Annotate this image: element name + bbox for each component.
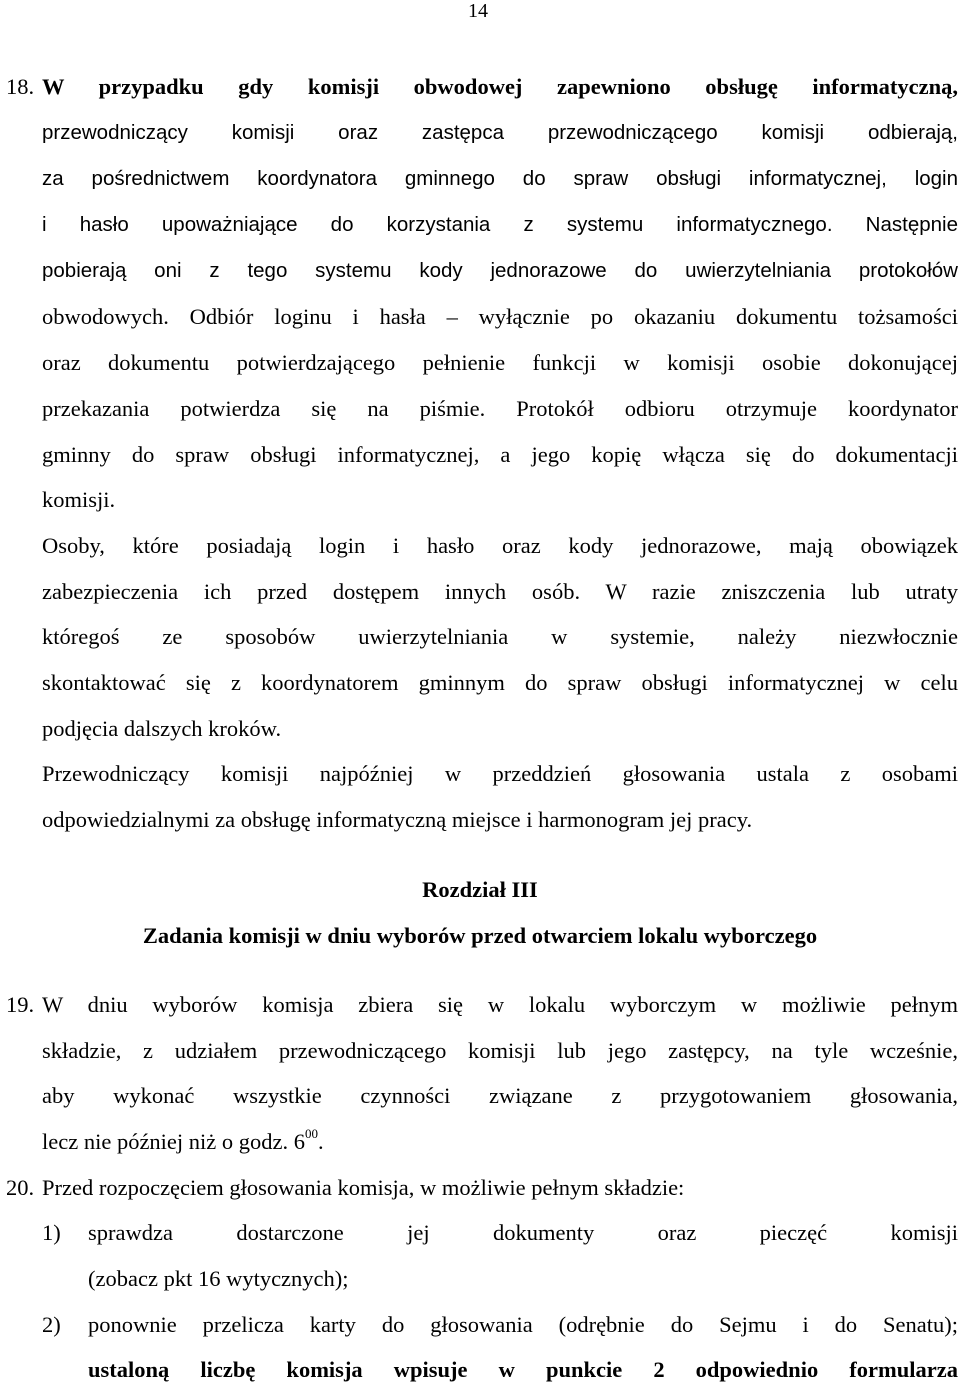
paragraph-18-line: Osoby, które posiadają login i hasło oraz kody jednorazowe, mają obowiązek <box>42 533 958 558</box>
paragraph-18-line <box>6 73 958 101</box>
paragraph-19-line: aby wykonać wszystkie czynności związane z przygotowaniem głosowania, <box>42 1083 958 1108</box>
paragraph-18-line: któregoś ze sposobów uwierzytelniania w systemie, należy niezwłocznie <box>42 624 958 649</box>
paragraph-18-line: zabezpieczenia ich przed dostępem innych osób. W razie zniszczenia lub utraty <box>42 579 958 604</box>
paragraph-18-line: pobierają oni z tego systemu kody jednorazowe do uwierzytelniania protokołów <box>42 259 958 282</box>
paragraph-number: 19. <box>6 992 35 1017</box>
paragraph-20-line <box>6 1174 958 1202</box>
paragraph-18-line: obwodowych. Odbiór loginu i hasła – wyłącznie po okazaniu dokumentu tożsamości <box>42 304 958 329</box>
paragraph-18-line: podjęcia dalszych kroków. <box>42 716 282 741</box>
paragraph-18-line: przewodniczący komisji oraz zastępca przewodniczącego komisji odbierają, <box>42 121 958 144</box>
paragraph-number: 20. <box>6 1175 35 1200</box>
paragraph-18-line: skontaktować się z koordynatorem gminnym do spraw obsługi informatycznej w celu <box>42 670 958 695</box>
paragraph-text: W dniu wyborów komisja zbiera się w lokalu wyborczym w możliwie pełnym <box>42 992 958 1017</box>
paragraph-18-line: przekazania potwierdza się na piśmie. Protokół odbioru otrzymuje koordynator <box>42 396 958 421</box>
list-item <box>42 1219 958 1247</box>
paragraph-number: 18. <box>6 74 35 99</box>
list-item-text: sprawdza dostarczone jej dokumenty oraz pieczęć komisji <box>88 1220 958 1245</box>
paragraph-18-line: Przewodniczący komisji najpóźniej w przeddzień głosowania ustala z osobami <box>42 761 958 786</box>
paragraph-18-line: gminny do spraw obsługi informatycznej, a jego kopię włącza się do dokumentacji <box>42 442 958 467</box>
list-item-line: ustaloną liczbę komisja wpisuje w punkcie 2 odpowiednio formularza <box>88 1357 958 1382</box>
paragraph-18-line: odpowiedzialnymi za obsługę informatyczną miejsce i harmonogram jej pracy. <box>42 807 753 832</box>
list-item <box>42 1311 958 1339</box>
paragraph-text: Przed rozpoczęciem głosowania komisja, w możliwie pełnym składzie: <box>42 1175 685 1200</box>
paragraph-18-line: komisji. <box>42 487 116 512</box>
paragraph-text: . <box>318 1129 324 1154</box>
paragraph-18-line: za pośrednictwem koordynatora gminnego do spraw obsługi informatycznej, login <box>42 167 958 190</box>
paragraph-19-line: składzie, z udziałem przewodniczącego komisji lub jego zastępcy, na tyle wcześnie, <box>42 1038 958 1063</box>
list-item-text: ponownie przelicza karty do głosowania (odrębnie do Sejmu i do Senatu); <box>88 1312 958 1337</box>
paragraph-text: lecz nie później niż o godz. 6 <box>42 1129 306 1154</box>
superscript: 00 <box>305 1125 319 1141</box>
paragraph-19-line <box>6 991 958 1019</box>
chapter-subtitle: Zadania komisji w dniu wyborów przed otwarciem lokalu wyborczego <box>142 923 818 948</box>
paragraph-18-line: oraz dokumentu potwierdzającego pełnienie funkcji w komisji osobie dokonującej <box>42 350 958 375</box>
paragraph-text: W przypadku gdy komisji obwodowej zapewniono obsługę informatyczną, <box>42 74 958 99</box>
paragraph-19-line <box>42 1125 958 1156</box>
chapter-title: Rozdział III <box>422 877 538 902</box>
list-item-number: 1) <box>42 1220 61 1245</box>
page-number: 14 <box>468 0 488 22</box>
list-item-number: 2) <box>42 1312 61 1337</box>
list-item-line: (zobacz pkt 16 wytycznych); <box>88 1266 349 1291</box>
paragraph-18-line: i hasło upoważniające do korzystania z systemu informatycznego. Następnie <box>42 213 958 236</box>
